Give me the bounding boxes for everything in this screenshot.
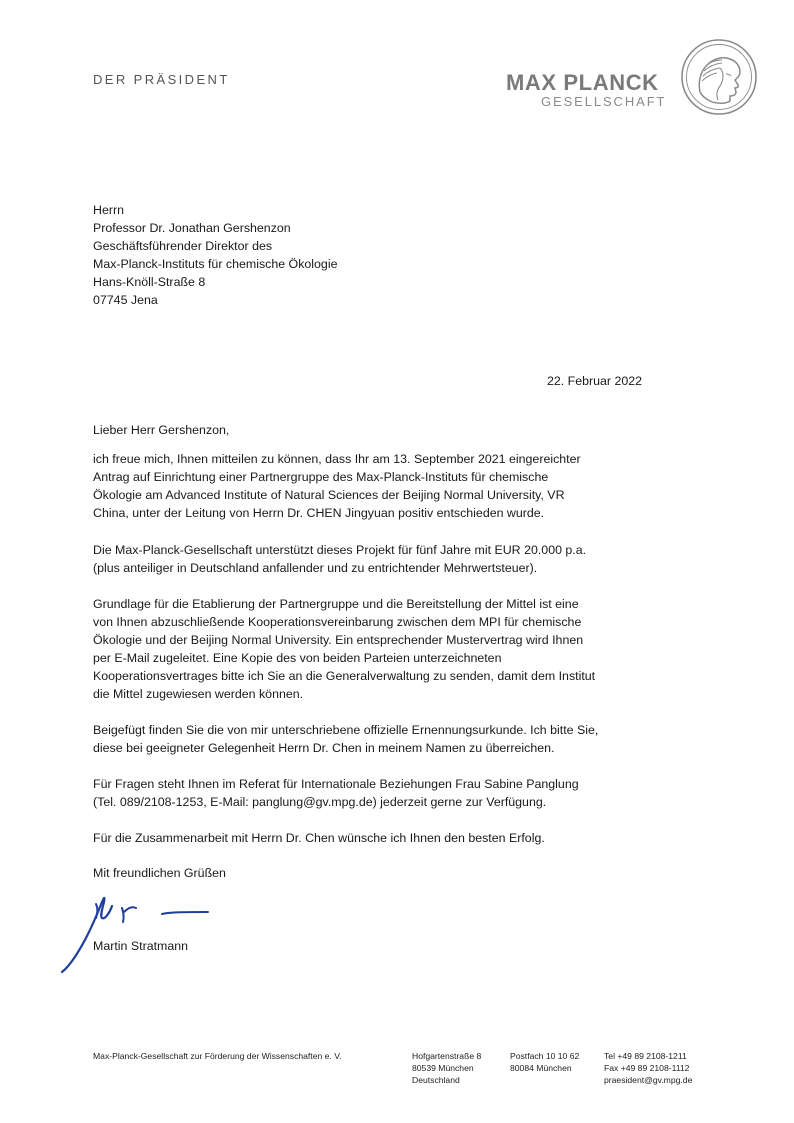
text-line: Beigefügt finden Sie die von mir unterschriebene offizielle Ernennungsurkunde. Ich bitte Sie, (93, 723, 599, 737)
footer-contact (604, 1050, 692, 1086)
logo-subline: GESELLSCHAFT (541, 94, 667, 109)
recipient-address (93, 201, 337, 309)
body-paragraph (93, 829, 545, 847)
text-line: (plus anteiliger in Deutschland anfallender und zu entrichtender Mehrwertsteuer). (93, 561, 538, 575)
logo-wordmark: MAX PLANCK (506, 70, 659, 95)
text-line: Hofgartenstraße 8 (412, 1051, 482, 1061)
body-paragraph (93, 721, 598, 757)
text-line: 80539 München (412, 1063, 474, 1073)
letter-date: 22. Februar 2022 (547, 374, 643, 388)
footer-postbox (510, 1050, 579, 1074)
salutation: Lieber Herr Gershenzon, (93, 423, 230, 437)
text-line: Ökologie und der Beijing Normal University. Ein entsprechender Mustervertrag wird Ihnen (93, 633, 584, 647)
signatory-name: Martin Stratmann (93, 939, 189, 953)
text-line: Kooperationsvertrages bitte ich Sie an die Generalverwaltung zu senden, damit dem Institut (93, 669, 596, 683)
text-line: Max-Planck-Instituts für chemische Ökologie (93, 257, 338, 271)
text-line: Antrag auf Einrichtung einer Partnergruppe des Max-Planck-Instituts für chemische (93, 470, 549, 484)
text-line: praesident@gv.mpg.de (604, 1075, 693, 1085)
footer-organization (93, 1050, 342, 1062)
body-paragraph (93, 541, 586, 577)
text-line: 80084 München (510, 1063, 572, 1073)
text-line: Professor Dr. Jonathan Gershenzon (93, 221, 291, 235)
text-line: Fax +49 89 2108-1112 (604, 1063, 690, 1073)
text-line: (Tel. 089/2108-1253, E-Mail: panglung@gv.mpg.de) jederzeit gerne zur Verfügung. (93, 795, 547, 809)
footer-street-address (412, 1050, 481, 1086)
body-paragraph (93, 775, 579, 811)
text-line: Die Max-Planck-Gesellschaft unterstützt dieses Projekt für fünf Jahre mit EUR 20.000 p.a. (93, 543, 587, 557)
text-line: Geschäftsführender Direktor des (93, 239, 273, 253)
text-line: diese bei geeigneter Gelegenheit Herrn Dr. Chen in meinem Namen zu überreichen. (93, 741, 555, 755)
text-line: von Ihnen abzuschließende Kooperationsvereinbarung zwischen dem MPI für chemische (93, 615, 582, 629)
footer-org-name: Max-Planck-Gesellschaft zur Förderung der Wissenschaften e. V. (93, 1051, 342, 1061)
text-line: Hans-Knöll-Straße 8 (93, 275, 206, 289)
text-line: Tel +49 89 2108-1211 (604, 1051, 687, 1061)
closing-phrase: Mit freundlichen Grüßen (93, 866, 226, 880)
letterhead-title: DER PRÄSIDENT (93, 72, 230, 87)
text-line: Für Fragen steht Ihnen im Referat für Internationale Beziehungen Frau Sabine Panglung (93, 777, 579, 791)
text-line: Postfach 10 10 62 (510, 1051, 580, 1061)
text-line: Grundlage für die Etablierung der Partnergruppe und die Bereitstellung der Mittel ist eine (93, 597, 579, 611)
body-paragraph (93, 450, 581, 522)
text-line: Herrn (93, 203, 124, 217)
text-line: 07745 Jena (93, 293, 158, 307)
text-line: die Mittel zugewiesen werden können. (93, 687, 304, 701)
text-line: per E-Mail zugeleitet. Eine Kopie des von beiden Parteien unterzeichneten (93, 651, 502, 665)
handwritten-signature (58, 884, 218, 976)
text-line: Für die Zusammenarbeit mit Herrn Dr. Chen wünsche ich Ihnen den besten Erfolg. (93, 831, 545, 845)
text-line: ich freue mich, Ihnen mitteilen zu können, dass Ihr am 13. September 2021 eingereichter (93, 452, 581, 466)
text-line: Ökologie am Advanced Institute of Natural Sciences der Beijing Normal University, VR (93, 488, 565, 502)
text-line: Deutschland (412, 1075, 460, 1085)
body-paragraph (93, 595, 595, 703)
max-planck-logo (504, 38, 760, 118)
text-line: China, unter der Leitung von Herrn Dr. CHEN Jingyuan positiv entschieden wurde. (93, 506, 545, 520)
minerva-seal-icon (680, 38, 758, 116)
